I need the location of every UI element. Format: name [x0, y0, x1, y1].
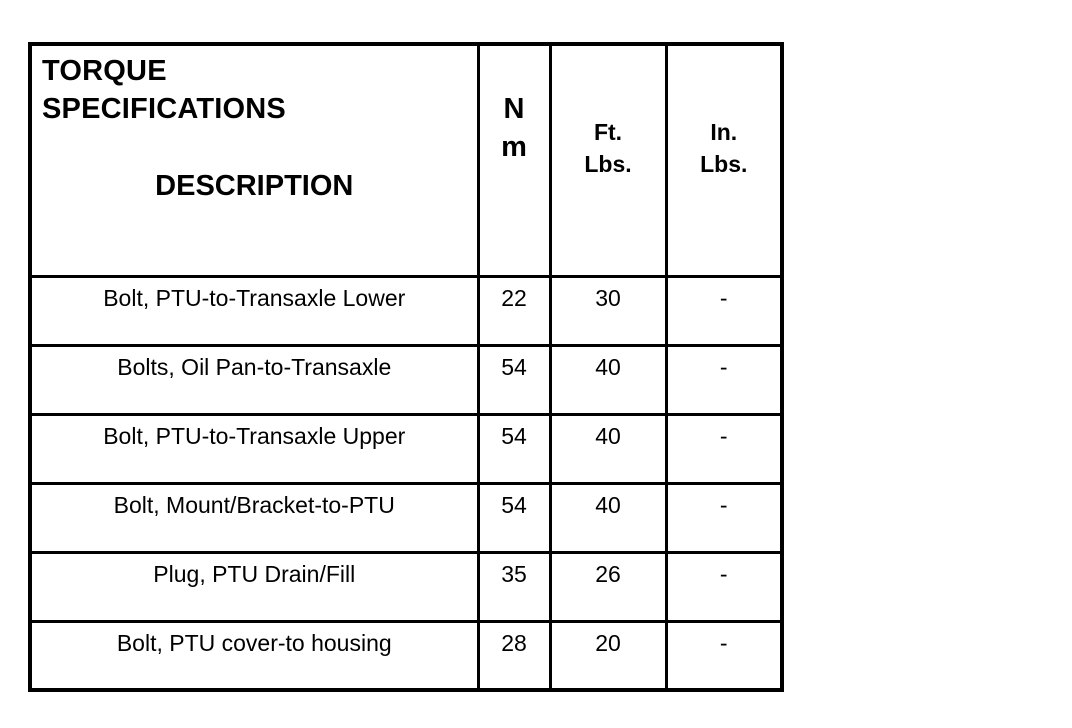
- in-lbs-cell: -: [666, 276, 782, 345]
- nm-header-line-1: N: [503, 93, 525, 125]
- nm-cell: 35: [478, 552, 550, 621]
- ft-lbs-cell: 26: [550, 552, 666, 621]
- nm-cell: 54: [478, 483, 550, 552]
- nm-column-header: [478, 44, 550, 276]
- description-cell: Bolt, Mount/Bracket-to-PTU: [30, 483, 478, 552]
- ft-lbs-cell: 40: [550, 345, 666, 414]
- ft-header-line-1: Ft.: [593, 119, 623, 145]
- nm-cell: 54: [478, 345, 550, 414]
- description-cell: Bolt, PTU-to-Transaxle Lower: [30, 276, 478, 345]
- description-column-header: DESCRIPTION: [155, 170, 354, 202]
- description-cell: Bolt, PTU cover-to housing: [30, 621, 478, 690]
- in-header-line-1: In.: [710, 119, 738, 145]
- nm-header-line-2: m: [501, 131, 527, 163]
- table-row: [30, 276, 782, 345]
- table-row: [30, 345, 782, 414]
- description-cell: Bolts, Oil Pan-to-Transaxle: [30, 345, 478, 414]
- description-header-cell: [30, 44, 478, 276]
- torque-specifications-table: [28, 42, 784, 692]
- title-line-2: SPECIFICATIONS: [42, 93, 286, 125]
- ft-header-line-2: Lbs.: [584, 151, 632, 177]
- nm-cell: 22: [478, 276, 550, 345]
- ft-lbs-cell: 30: [550, 276, 666, 345]
- nm-cell: 54: [478, 414, 550, 483]
- table-row: [30, 621, 782, 690]
- ft-lbs-cell: 40: [550, 414, 666, 483]
- in-lbs-cell: -: [666, 345, 782, 414]
- ft-lbs-cell: 20: [550, 621, 666, 690]
- table-row: [30, 552, 782, 621]
- ft-lbs-column-header: [550, 44, 666, 276]
- ft-lbs-cell: 40: [550, 483, 666, 552]
- in-lbs-column-header: [666, 44, 782, 276]
- in-header-line-2: Lbs.: [700, 151, 748, 177]
- table-title: [42, 52, 286, 128]
- in-lbs-cell: -: [666, 483, 782, 552]
- description-cell: Bolt, PTU-to-Transaxle Upper: [30, 414, 478, 483]
- title-line-1: TORQUE: [42, 55, 167, 87]
- table-row: [30, 483, 782, 552]
- in-lbs-cell: -: [666, 621, 782, 690]
- in-lbs-cell: -: [666, 414, 782, 483]
- table-row: [30, 414, 782, 483]
- in-lbs-cell: -: [666, 552, 782, 621]
- table-header-row: [30, 44, 782, 276]
- nm-cell: 28: [478, 621, 550, 690]
- description-cell: Plug, PTU Drain/Fill: [30, 552, 478, 621]
